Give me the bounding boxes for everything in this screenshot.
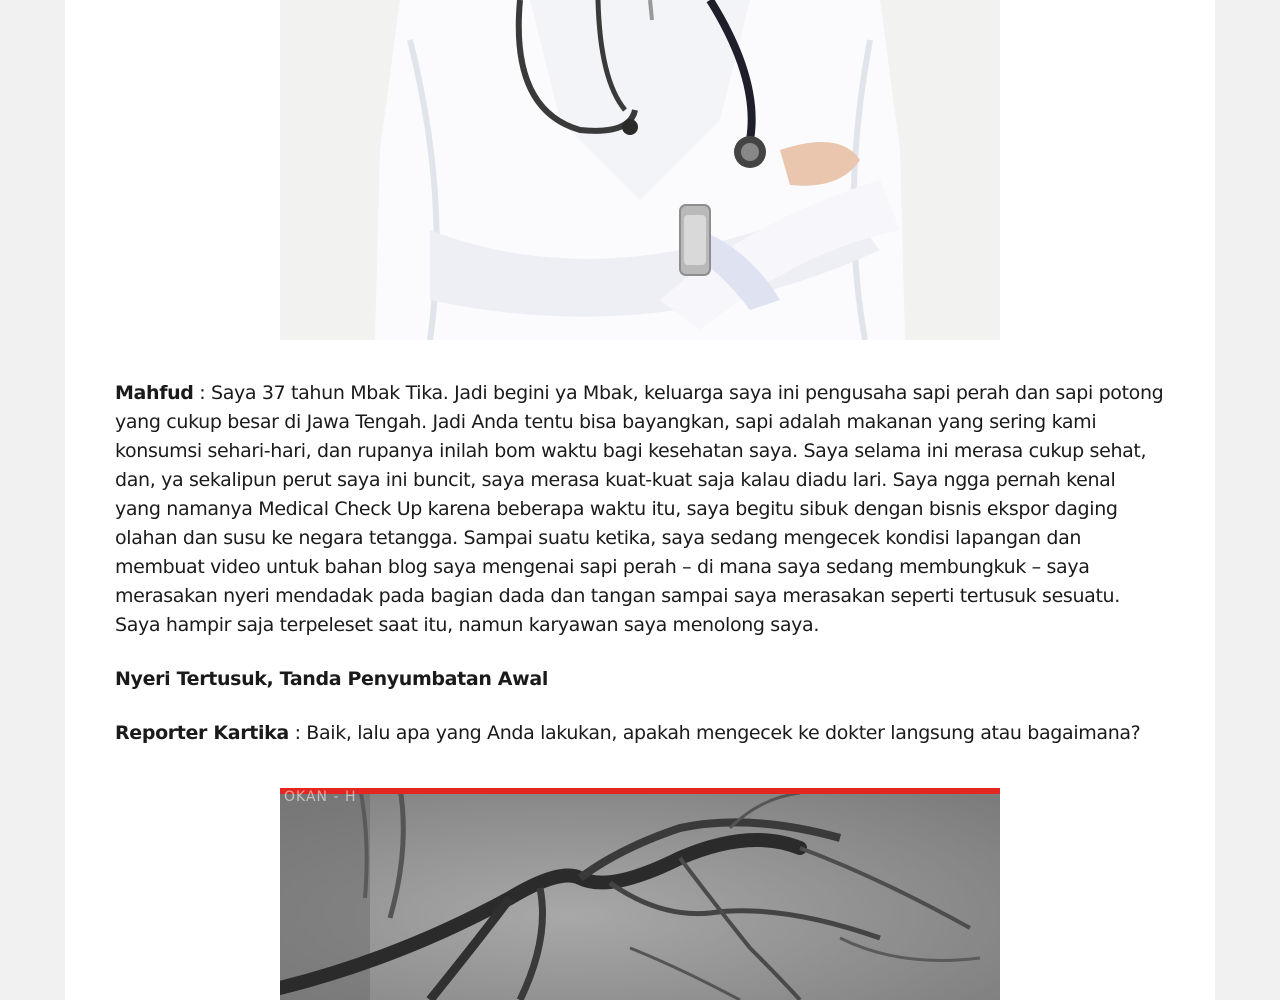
article-page bbox=[65, 0, 1215, 1000]
speaker-name: Reporter Kartika bbox=[115, 722, 289, 744]
interview-paragraph-mahfud bbox=[115, 379, 1165, 640]
speaker-name: Mahfud bbox=[115, 382, 194, 404]
paragraph-text: : Baik, lalu apa yang Anda lakukan, apakah mengecek ke dokter langsung atau bagaimana? bbox=[288, 722, 1141, 744]
image-overlay-text: OKAN - H bbox=[284, 789, 357, 805]
image-top-border bbox=[280, 788, 1000, 794]
section-heading bbox=[115, 665, 1165, 694]
article-body bbox=[115, 379, 1165, 748]
angiogram-illustration bbox=[280, 788, 1000, 1000]
interview-paragraph-reporter bbox=[115, 719, 1165, 748]
doctor-photo bbox=[280, 0, 1000, 340]
section-heading-text: Nyeri Tertusuk, Tanda Penyumbatan Awal bbox=[115, 668, 548, 690]
angiogram-photo bbox=[280, 788, 1000, 1000]
doctor-photo-illustration bbox=[280, 0, 1000, 340]
paragraph-text: : Saya 37 tahun Mbak Tika. Jadi begini ya Mbak, keluarga saya ini pengusaha sapi perah dan sapi potong yang cukup besar di Jawa Tengah. Jadi Anda tentu bisa bayangkan, sapi adalah makanan yang sering kami konsumsi sehari-hari, dan rupanya inilah bom waktu bagi kesehatan saya. Saya selama ini merasa cukup sehat, dan, ya sekalipun perut saya ini buncit, saya merasa kuat-kuat saja kalau diadu lari. Saya ngga pernah kenal yang namanya Medical Check Up karena beberapa waktu itu, saya begitu sibuk dengan bisnis ekspor daging olahan dan susu ke negara tetangga. Sampai suatu ketika, saya sedang mengecek kondisi lapangan dan membuat video untuk bahan blog saya mengenai sapi perah – di mana saya sedang membungkuk – saya merasakan nyeri mendadak pada bagian dada dan tangan sampai saya merasakan seperti tertusuk sesuatu. Saya hampir saja terpeleset saat itu, namun karyawan saya menolong saya. bbox=[115, 382, 1164, 636]
